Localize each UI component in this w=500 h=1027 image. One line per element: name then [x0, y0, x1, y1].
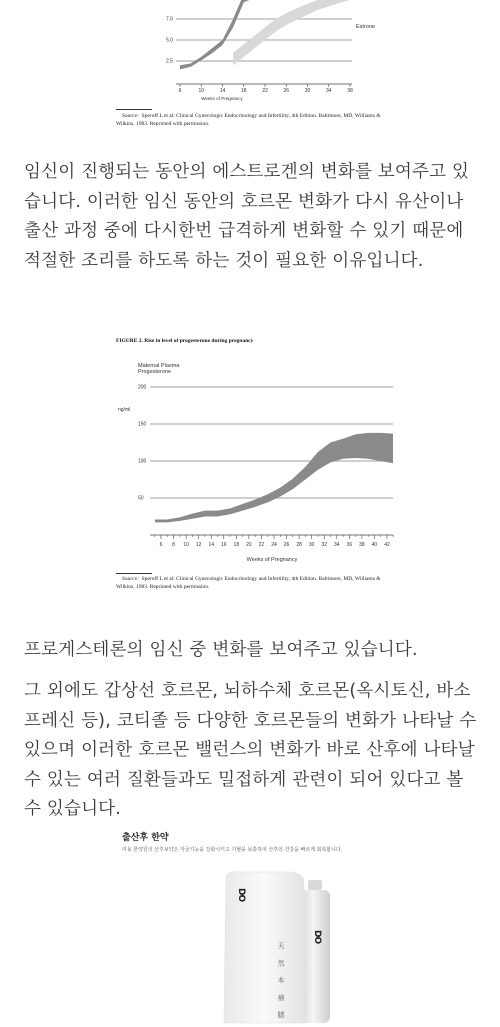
x-tick-label: 24	[271, 542, 277, 548]
x-axis-label: Weeks of Pregnancy	[246, 557, 298, 563]
y-tick-label: 150	[138, 421, 147, 428]
x-tick-label: 14	[208, 542, 215, 548]
series-label-line1: Maternal Plasma	[138, 363, 180, 369]
promo-title: 출산후 한약	[122, 833, 169, 843]
x-tick-label: 34	[333, 542, 340, 548]
x-tick-label: 22	[262, 88, 268, 94]
y-unit-label: ng/ml	[118, 407, 131, 413]
x-tick-label: 6	[159, 542, 163, 548]
x-tick-label: 28	[296, 542, 302, 548]
y-tick-label: 7.5	[166, 16, 173, 23]
pouch-logo: DO	[236, 888, 246, 902]
x-tick-label: 42	[384, 542, 390, 548]
x-tick-label: 36	[346, 542, 353, 548]
pouch-label: 天 然 本 補 膳	[277, 942, 285, 1022]
x-tick-label: 30	[304, 88, 311, 94]
paragraph-estrogen: 임신이 진행되는 동안의 에스트로겐의 변화를 보여주고 있습니다. 이러한 임신 동안의 호르몬 변화가 다시 유산이나 출산 과정 중에 다시한번 급격하게 변화할 수 있기 때문에 적절한 조리를 하도록 하는 것이 필요한 이유입니다.	[24, 162, 470, 271]
x-tick-label: 40	[371, 542, 378, 548]
x-tick-label: 32	[321, 542, 328, 548]
source-rule	[116, 573, 152, 574]
x-tick-label: 20	[246, 542, 252, 548]
x-tick-label: 10	[198, 88, 205, 94]
x-tick-label: 38	[347, 88, 353, 94]
x-tick-label: 30	[308, 542, 315, 548]
bottle-logo: DO	[312, 930, 322, 944]
series-band-1	[233, 0, 350, 65]
paragraph-other-hormones: 그 외에도 갑상선 호르몬, 뇌하수체 호르몬(옥시토신, 바소프레신 등), 코티졸 등 다양한 호르몬들의 변화가 나타날 수 있으며 이러한 호르몬 밸런스의 변화가 바로 산후에 나타날 수 있는 여러 질환들과도 밀접하게 관련이 되어 있다고 볼 수 있습니다.	[24, 681, 477, 819]
y-tick-label: 5.0	[166, 37, 173, 44]
figure-title: FIGURE 2. Rise in level of progesterone during pregnancy	[116, 338, 254, 344]
estrogen-chart	[0, 0, 500, 105]
product-image	[220, 870, 340, 1023]
y-tick-label	[166, 0, 176, 2]
source-rule	[116, 109, 152, 110]
legend-estrone: Estrone	[356, 24, 375, 30]
progesterone-band	[155, 433, 393, 523]
y-tick-label: 2.5	[166, 58, 173, 65]
figure-2	[0, 335, 500, 595]
x-tick-label: 26	[283, 542, 290, 548]
x-tick-label: 18	[233, 542, 240, 548]
x-tick-label: 16	[220, 542, 227, 548]
x-tick-label: 12	[195, 542, 202, 548]
y-tick-label: 100	[138, 458, 147, 465]
x-tick-label: 10	[183, 542, 189, 548]
y-tick-label: 200	[138, 384, 147, 391]
x-tick-label: 26	[283, 88, 290, 94]
x-tick-label: 34	[325, 88, 332, 94]
x-axis-label: Weeks of Pregnancy	[201, 96, 243, 101]
figure-1	[0, 0, 500, 132]
y-tick-label: 50	[138, 495, 144, 502]
source-citation: Source: Speroff L et al: Clinical Gynecologic Endocrinology and Infertility, 4th Edition. Baltimore, MD, Williams & Wilkins, 1983. Reprinted with permission.	[116, 113, 381, 127]
x-tick-label: 14	[219, 88, 226, 94]
x-tick-label: 8	[172, 542, 175, 548]
promo-subtitle: 미용 한약원의 산후보약은 자궁기능을 강화시키고 기혈을 보충하여 산후의 건강을 빠르게 회복합니다.	[122, 847, 343, 853]
source-citation: Source: Speroff L et al: Clinical Gynecologic Endocrinology and Infertility, 4th Edition. Baltimore, MD, Williams & Wilkins, 1983. Reprinted with permission.	[116, 576, 381, 590]
x-tick-label: 22	[258, 542, 265, 548]
series-label-line2: Progesterone	[138, 369, 172, 375]
paragraph-progesterone: 프로게스테론의 임신 중 변화를 보여주고 있습니다.	[24, 640, 418, 660]
x-tick-label: 38	[359, 542, 365, 548]
progesterone-chart	[0, 355, 500, 585]
x-tick-label: 18	[240, 88, 247, 94]
x-tick-label: 6	[178, 88, 182, 94]
